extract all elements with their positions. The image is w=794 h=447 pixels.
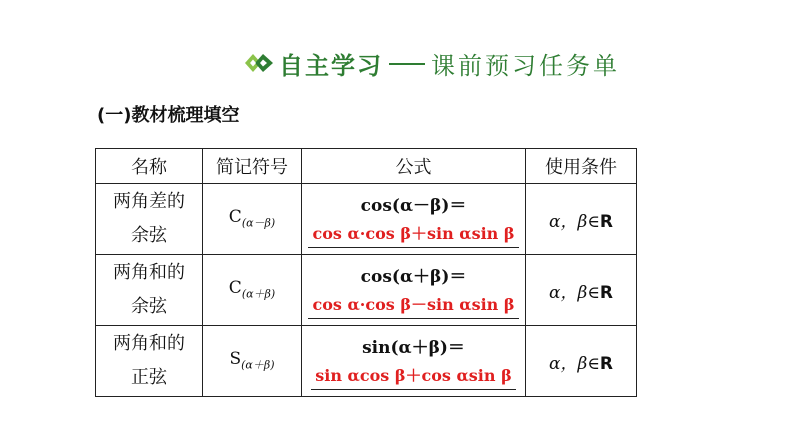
symbol-sub: (α＋β)	[241, 287, 276, 301]
title-divider	[389, 63, 425, 65]
condition-set: R	[599, 353, 613, 374]
header-name: 名称	[96, 149, 203, 184]
formula-answer: sin αcos β＋cos αsin β	[311, 363, 515, 390]
condition-vars: α，β∈	[549, 282, 600, 303]
symbol-main: C	[228, 207, 242, 228]
table-row	[96, 255, 637, 326]
formula-prompt: cos(α－β)＝	[360, 195, 467, 216]
symbol-main: S	[229, 349, 242, 370]
formula-table	[95, 148, 637, 397]
condition-cell	[526, 184, 637, 255]
condition-vars: α，β∈	[549, 211, 600, 232]
name-cell	[96, 184, 203, 255]
symbol-cell	[203, 255, 302, 326]
page-title: 自主学习	[279, 51, 383, 80]
condition-set: R	[599, 211, 613, 232]
condition-cell	[526, 326, 637, 397]
page-header	[243, 46, 620, 80]
name-line: 两角和的	[113, 333, 185, 354]
condition-set: R	[599, 282, 613, 303]
table-row	[96, 184, 637, 255]
page-subtitle: 课前预习任务单	[431, 51, 620, 80]
name-line: 正弦	[131, 367, 167, 388]
symbol-cell	[203, 326, 302, 397]
formula-answer: cos α·cos β－sin αsin β	[308, 292, 518, 319]
header-formula: 公式	[302, 149, 526, 184]
formula-cell	[302, 326, 526, 397]
name-line: 两角和的	[113, 262, 185, 283]
name-line: 余弦	[131, 296, 167, 317]
name-cell	[96, 326, 203, 397]
header-condition: 使用条件	[526, 149, 637, 184]
name-cell	[96, 255, 203, 326]
name-line: 两角差的	[113, 191, 185, 212]
table-header-row	[96, 149, 637, 184]
formula-cell	[302, 255, 526, 326]
symbol-cell	[203, 184, 302, 255]
symbol-main: C	[228, 278, 242, 299]
symbol-sub: (α－β)	[241, 216, 276, 230]
formula-prompt: sin(α＋β)＝	[362, 337, 465, 358]
formula-prompt: cos(α＋β)＝	[360, 266, 467, 287]
table-row	[96, 326, 637, 397]
symbol-sub: (α＋β)	[241, 358, 275, 372]
formula-answer: cos α·cos β＋sin αsin β	[308, 221, 518, 248]
formula-cell	[302, 184, 526, 255]
condition-cell	[526, 255, 637, 326]
green-diamond-logo-icon	[243, 49, 275, 77]
condition-vars: α，β∈	[549, 353, 600, 374]
header-symbol: 简记符号	[203, 149, 302, 184]
name-line: 余弦	[131, 225, 167, 246]
section-heading: (一)教材梳理填空	[97, 105, 240, 126]
